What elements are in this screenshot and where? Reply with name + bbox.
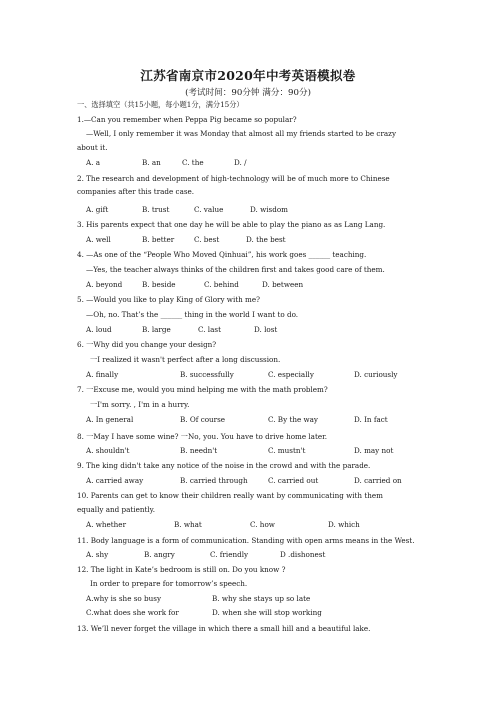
option-c: C. mustn't	[268, 446, 306, 455]
question-10-stem: 10. Parents can get to know their children really want by communicating with them	[77, 491, 383, 500]
question-6-line-2: 一I realized it wasn't perfect after a long discussion.	[90, 355, 281, 364]
option-d: D. the best	[246, 235, 286, 244]
question-5-stem: 5. —Would you like to play King of Glory with me?	[77, 295, 260, 304]
option-d: D. curiously	[354, 370, 398, 379]
option-d: D. In fact	[354, 415, 388, 424]
option-a: A. finally	[86, 370, 119, 379]
option-b: B. beside	[142, 280, 176, 289]
question-1-line-2: —Well, I only remember it was Monday that almost all my friends started to be crazy	[86, 129, 397, 138]
option-a: A. well	[86, 235, 111, 244]
question-4-line-2: —Yes, the teacher always thinks of the children first and takes good care of them.	[86, 265, 385, 274]
question-2-line-2: companies after this trade case.	[77, 187, 195, 196]
option-b: B. why she stays up so late	[212, 594, 311, 603]
option-a: A. whether	[86, 520, 127, 529]
option-d: D. which	[328, 520, 360, 529]
question-7-line-2: 一I'm sorry. , I'm in a hurry.	[90, 400, 190, 409]
option-b: B. large	[142, 325, 171, 334]
question-11-stem: 11. Body language is a form of communication. Standing with open arms means in the West.	[77, 536, 415, 545]
option-c: C. By the way	[268, 415, 318, 424]
option-b: B. an	[142, 158, 161, 167]
option-c: C.what does she work for	[86, 608, 179, 617]
option-d: D .dishonest	[280, 550, 326, 559]
question-9-stem: 9. The king didn't take any notice of the noise in the crowd and with the parade.	[77, 461, 371, 470]
exam-info: (考试时间：90分钟 满分：90分)	[185, 88, 311, 98]
question-12-stem: 12. The light in Kate’s bedroom is still on. Do you know ?	[77, 565, 286, 574]
option-a: A. a	[86, 158, 101, 167]
question-5-line-2: —Oh, no. That’s the ______ thing in the world I want to do.	[86, 310, 299, 319]
option-d: D. when she will stop working	[212, 608, 322, 617]
option-c: C. the	[182, 158, 204, 167]
section-heading: 一、选择填空（共15小题，每小题1分，满分15分）	[77, 100, 244, 109]
question-3-stem: 3. His parents expect that one day he will be able to play the piano as as Lang Lang.	[77, 220, 386, 229]
option-c: C. how	[250, 520, 275, 529]
option-c: C. best	[194, 235, 220, 244]
question-1-line-3: about it.	[77, 143, 108, 152]
option-d: D. lost	[254, 325, 278, 334]
question-7-stem: 7. 一Excuse me, would you mind helping me with the math problem?	[77, 385, 328, 394]
option-c: C. carried out	[268, 476, 319, 485]
question-4-stem: 4. —As one of the “People Who Moved Qinhuai”, his work goes ______ teaching.	[77, 250, 367, 259]
option-b: B. Of course	[180, 415, 226, 424]
option-a: A. carried away	[86, 476, 144, 485]
option-d: D. may not	[354, 446, 394, 455]
option-a: A. In general	[86, 415, 134, 424]
page-title: 江苏省南京市2020年中考英语模拟卷	[140, 68, 356, 83]
option-c: C. especially	[268, 370, 314, 379]
option-a: A. beyond	[86, 280, 123, 289]
question-8-stem: 8. 一May I have some wine? 一No, you. You have to drive home later.	[77, 432, 328, 441]
option-a: A.why is she so busy	[86, 594, 162, 603]
option-a: A. shy	[86, 550, 109, 559]
question-6-stem: 6. 一Why did you change your design?	[77, 340, 217, 349]
option-d: D. between	[262, 280, 304, 289]
option-b: B. angry	[144, 550, 175, 559]
option-b: B. successfully	[180, 370, 234, 379]
option-c: C. last	[198, 325, 221, 334]
option-a: A. shouldn't	[86, 446, 130, 455]
option-b: B. trust	[142, 205, 170, 214]
option-c: C. friendly	[210, 550, 249, 559]
option-b: B. carried through	[180, 476, 248, 485]
question-10-line-2: equally and patiently.	[77, 505, 156, 514]
option-d: D. carried on	[354, 476, 402, 485]
option-d: D. /	[234, 158, 247, 167]
option-a: A. gift	[86, 205, 109, 214]
option-b: B. what	[174, 520, 202, 529]
option-c: C. value	[194, 205, 224, 214]
option-d: D. wisdom	[250, 205, 288, 214]
option-b: B. better	[142, 235, 175, 244]
option-c: C. behind	[204, 280, 239, 289]
option-a: A. loud	[86, 325, 112, 334]
question-2-stem: 2. The research and development of high-technology will be of much more to Chinese	[77, 174, 390, 183]
option-b: B. needn't	[180, 446, 218, 455]
question-12-line-2: In order to prepare for tomorrow’s speech.	[90, 579, 248, 588]
question-13-stem: 13. We’ll never forget the village in which there a small hill and a beautiful lake.	[77, 624, 371, 633]
question-1-stem: 1.—Can you remember when Peppa Pig became so popular?	[77, 115, 297, 124]
